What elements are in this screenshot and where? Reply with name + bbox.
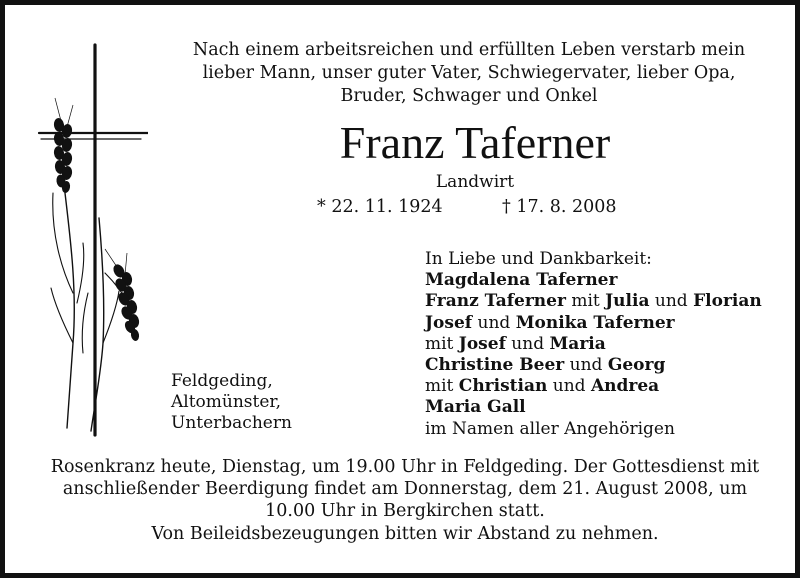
- mourner-line: [425, 334, 762, 355]
- places-list: [171, 371, 292, 435]
- condolence-request: Von Beileidsbezeugungen bitten wir Abstand zu nehmen.: [151, 524, 659, 544]
- mourner-name: Florian: [693, 291, 762, 312]
- connector-text: und: [649, 291, 694, 312]
- intro-line: Nach einem arbeitsreichen und erfüllten Leben verstarb mein: [192, 40, 746, 60]
- mourner-line: [425, 397, 762, 418]
- birth-date: * 22. 11. 1924: [317, 197, 443, 217]
- mourner-name: Maria Gall: [425, 397, 526, 418]
- footer-line: anschließender Beerdigung findet am Donnerstag, dem 21. August 2008, um: [62, 479, 748, 499]
- mourner-line: [425, 270, 762, 291]
- service-details: [31, 456, 779, 545]
- deceased-occupation: Landwirt: [435, 172, 515, 192]
- mourner-line: [425, 291, 762, 312]
- footer-line: 10.00 Uhr in Bergkirchen statt.: [265, 501, 545, 521]
- mourner-name: Franz Taferner: [425, 291, 566, 312]
- connector-text: und: [547, 376, 591, 397]
- mourner-name: Josef: [425, 312, 473, 333]
- cross-with-wheat-icon: [33, 43, 148, 438]
- mourner-name: Christian: [458, 376, 548, 397]
- deceased-name: Franz Taferner: [339, 117, 611, 168]
- mourner-line: [425, 376, 762, 397]
- place-name: Altomünster,: [171, 392, 282, 413]
- mourners-list: [425, 249, 762, 440]
- mourners-closing: im Namen aller Angehörigen: [425, 418, 675, 439]
- place-name: Unterbachern: [171, 413, 292, 434]
- mourner-name: Andrea: [590, 376, 660, 397]
- intro-line: Bruder, Schwager und Onkel: [340, 86, 598, 106]
- mourner-line: [425, 313, 762, 334]
- intro-text: [155, 39, 783, 108]
- intro-line: lieber Mann, unser guter Vater, Schwiegervater, lieber Opa,: [202, 63, 736, 83]
- death-date: † 17. 8. 2008: [502, 197, 617, 217]
- mourners-intro: In Liebe und Dankbarkeit:: [425, 249, 652, 269]
- mourner-name: Monika Taferner: [515, 312, 675, 333]
- mourner-name: Julia: [605, 291, 650, 312]
- connector-text: und: [505, 333, 550, 354]
- connector-text: und: [564, 355, 608, 376]
- connector-text: und: [472, 312, 516, 333]
- mourner-name: Maria: [549, 333, 606, 354]
- connector-text: mit: [425, 333, 459, 354]
- mourner-name: Josef: [458, 333, 506, 354]
- mourner-line: [425, 355, 762, 376]
- connector-text: mit: [425, 376, 459, 397]
- connector-text: mit: [565, 291, 606, 312]
- place-name: Feldgeding,: [171, 371, 273, 391]
- mourner-name: Magdalena Taferner: [425, 270, 618, 291]
- mourner-name: Christine Beer: [425, 355, 565, 376]
- footer-line: Rosenkranz heute, Dienstag, um 19.00 Uhr in Feldgeding. Der Gottesdienst mit: [50, 457, 760, 477]
- mourner-name: Georg: [607, 355, 666, 376]
